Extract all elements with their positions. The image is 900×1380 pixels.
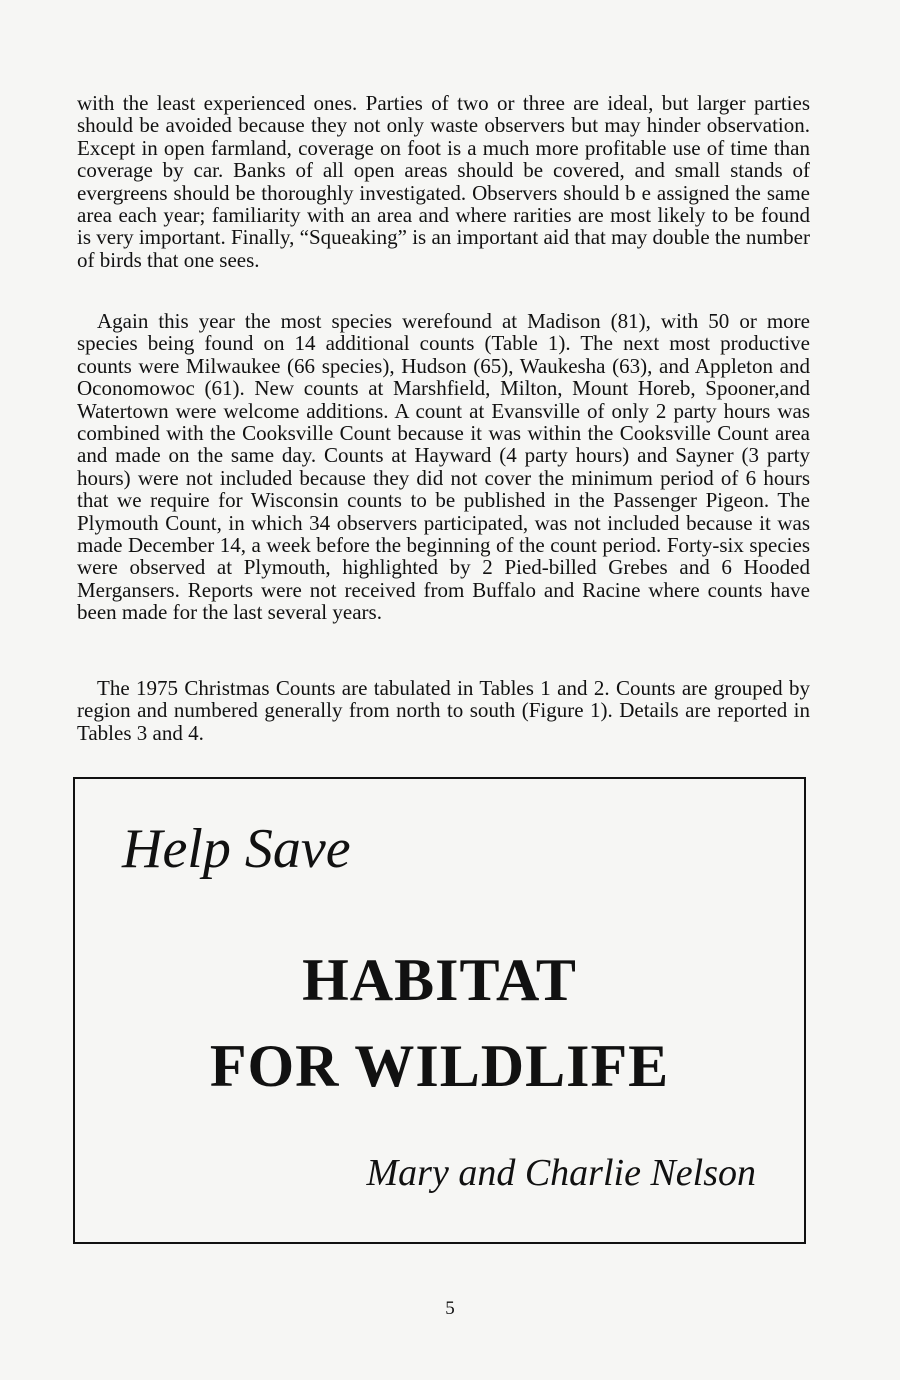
ad-headline-line-2: FOR WILDLIFE [209, 1033, 670, 1099]
paragraph-text: Again this year the most species werefound at Madison (81), with 50 or more species being found on 14 additional counts (Table 1). The next most productive counts were Milwaukee (66 species), Hudson (65), Waukesha (63), and Appleton and Oconomowoc (61). New counts at Marshfield, Milton, Mount Horeb, Spooner,and Watertown were welcome additions. A count at Evansville of only 2 party hours was combined with the Cooksville Count because it was within the Cooksville Count area and made on the same day. Counts at Hayward (4 party hours) and Sayner (3 party hours) were not included because they did not cover the minimum period of 6 hours that we require for Wisconsin counts to be published in the Passenger Pigeon. The Plymouth Count, in which 34 observers participated, was not included because it was made December 14, a week before the beginning of the count period. Forty-six species were observed at Plymouth, highlighted by 2 Pied-billed Grebes and 6 Hooded Mergansers. Reports were not received from Buffalo and Racine where counts have been made for the last several years. [77, 309, 810, 625]
habitat-advertisement-box [73, 777, 806, 1244]
body-paragraph-1 [77, 92, 810, 271]
page-number: 5 [445, 1298, 455, 1319]
ad-headline-line-1: HABITAT [302, 947, 577, 1013]
paragraph-text: The 1975 Christmas Counts are tabulated in Tables 1 and 2. Counts are grouped by region and numbered generally from north to south (Figure 1). Details are reported in Tables 3 and 4. [77, 676, 810, 745]
ad-credit: Mary and Charlie Nelson [366, 1152, 756, 1194]
paragraph-text: with the least experienced ones. Parties of two or three are ideal, but larger parties should be avoided because they not only waste observers but may hinder observation. Except in open farmland, coverage on foot is a much more profitable use of time than coverage by car. Banks of all open areas should be covered, and small stands of evergreens should be thoroughly investigated. Observers should b e assigned the same area each year; familiarity with an area and where rarities are most likely to be found is very important. Finally, “Squeaking” is an important aid that may double the number of birds that one sees. [77, 91, 810, 272]
ad-tagline: Help Save [122, 818, 351, 880]
body-paragraph-2 [77, 310, 810, 624]
body-paragraph-3 [77, 677, 810, 744]
